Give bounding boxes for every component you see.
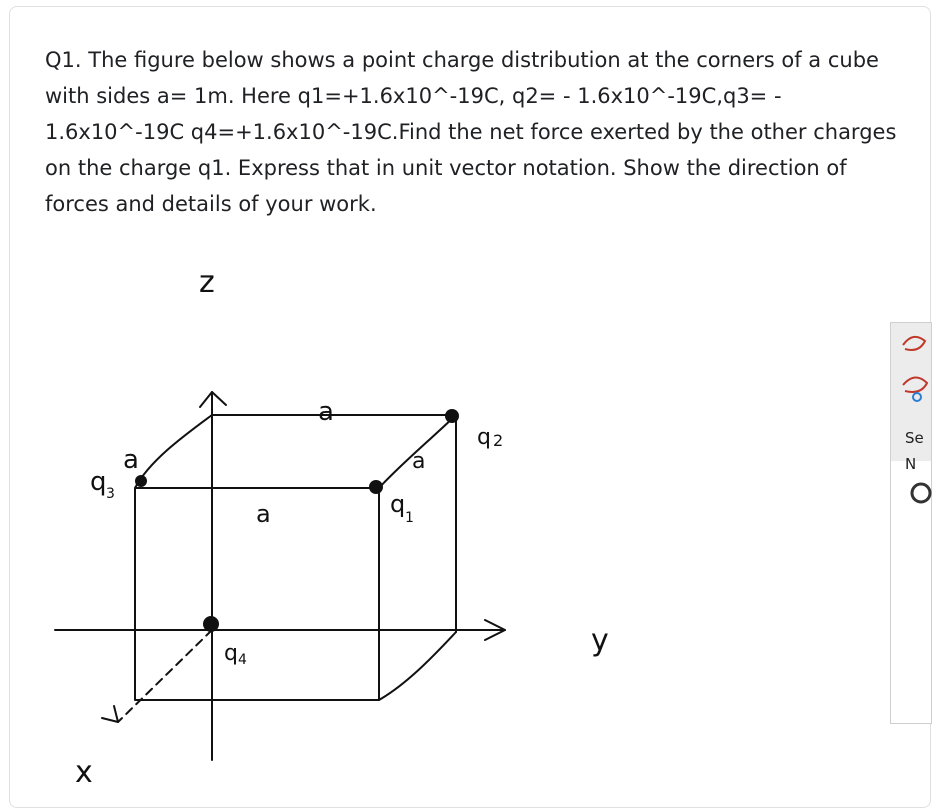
- pen-refresh-icon[interactable]: [903, 377, 927, 401]
- svg-text:q: q: [390, 490, 406, 518]
- side-label-top: a: [318, 397, 334, 427]
- x-axis: [118, 630, 212, 722]
- cube-edge-right-bottom: [379, 632, 456, 700]
- charge-q2-label: [477, 425, 503, 450]
- side-label-middle: a: [256, 500, 271, 528]
- charge-q2-dot: [445, 409, 459, 423]
- question-text: Q1. The figure below shows a point charge distribution at the corners of a cube with sides a= 1m. Here q1=+1.6x10^-19C, q2= - 1.6x10^-19C,q3= - 1.6x10^-19C q4=+1.6x10^-19C.Find the net force exerted by the other charges on the charge q1. Express that in unit vector notation. Show the direction of forces and details of your work.: [45, 48, 897, 216]
- cube-edge-left-top: [135, 415, 212, 488]
- side-panel[interactable]: [890, 322, 932, 724]
- y-axis-label: y: [591, 623, 609, 658]
- side-label-left: a: [123, 445, 139, 475]
- x-axis-arrow: [102, 706, 118, 722]
- svg-text:q: q: [477, 425, 491, 450]
- charge-q4-dot: [203, 616, 219, 632]
- side-panel-text-2: N: [905, 455, 917, 473]
- x-axis-label: x: [75, 755, 93, 790]
- svg-text:3: 3: [106, 486, 115, 502]
- z-axis-label: z: [199, 265, 215, 300]
- charge-q3-label: [90, 467, 115, 502]
- side-label-right: a: [412, 449, 426, 474]
- charge-q1-dot: [369, 480, 383, 494]
- charge-q4-label: [224, 641, 247, 668]
- pen-icon[interactable]: [903, 337, 925, 350]
- svg-text:4: 4: [238, 652, 247, 668]
- charge-q1-label: [390, 490, 414, 526]
- svg-text:q: q: [90, 467, 107, 497]
- side-panel-icons: [891, 323, 931, 523]
- circle-icon[interactable]: [912, 484, 930, 502]
- svg-text:2: 2: [493, 431, 504, 450]
- svg-text:1: 1: [405, 510, 414, 526]
- svg-text:q: q: [224, 641, 238, 666]
- charge-q3-dot: [135, 475, 147, 487]
- side-panel-text-1: Se: [905, 429, 924, 447]
